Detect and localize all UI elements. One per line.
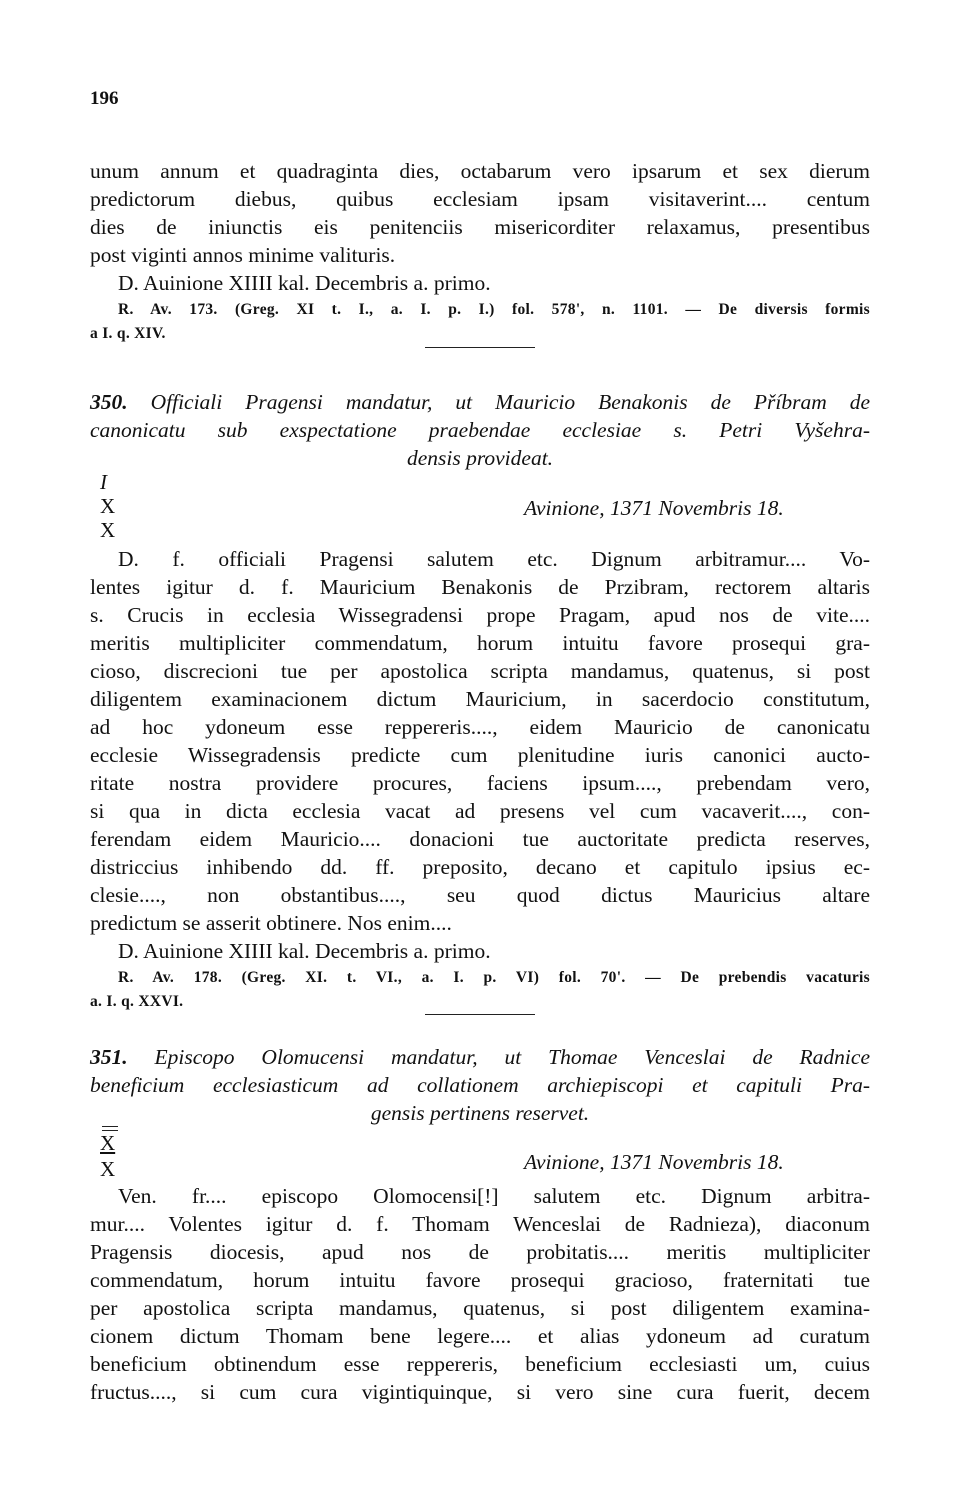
text-line: cioso, discrecioni tue per apostolica scripta mandamus, quatenus, si post bbox=[90, 659, 870, 683]
text-line: clesie...., non obstantibus...., seu quod dictus Mauricius altare bbox=[90, 883, 870, 907]
volume-mark: X bbox=[100, 494, 116, 518]
regest-title: 350. Officiali Pragensi mandatur, ut Mauricio Benakonis de Příbram de bbox=[90, 390, 870, 414]
text-line: diligentem examinacionem dictum Mauricium, in sacerdocio constitutum, bbox=[90, 687, 870, 711]
register-reference: R. Av. 173. (Greg. XI t. I., a. I. p. I.) fol. 578', n. 1101. — De diversis formis bbox=[118, 301, 870, 318]
volume-mark: X bbox=[100, 1157, 116, 1181]
section-rule bbox=[425, 347, 535, 348]
text-line: s. Crucis in ecclesia Wissegradensi prope Pragam, apud nos de vite.... bbox=[90, 603, 870, 627]
volume-mark: I bbox=[100, 470, 107, 494]
text-line: per apostolica scripta mandamus, quatenus, si post diligentem examina- bbox=[90, 1296, 870, 1320]
page-number: 196 bbox=[90, 88, 119, 109]
volume-mark: X bbox=[100, 518, 116, 542]
text-line: meritis multipliciter commendatum, horum intuitu favore prosequi gra- bbox=[90, 631, 870, 655]
text-line: D. f. officiali Pragensi salutem etc. Dignum arbitramur.... Vo- bbox=[118, 547, 870, 571]
text-line: mur.... Volentes igitur d. f. Thomam Wenceslai de Radnieza), diaconum bbox=[90, 1212, 870, 1236]
dating-line: D. Auinione XIIII kal. Decembris a. primo. bbox=[118, 939, 491, 963]
text-line: districcius inhibendo dd. ff. preposito, decano et capitulo ipsius ec- bbox=[90, 855, 870, 879]
text-line: Ven. fr.... episcopo Olomocensi[!] salutem etc. Dignum arbitra- bbox=[118, 1184, 870, 1208]
text-line: unum annum et quadraginta dies, octabarum vero ipsarum et sex dierum bbox=[90, 159, 870, 183]
overline-mark bbox=[102, 1126, 118, 1127]
register-reference: R. Av. 178. (Greg. XI. t. VI., a. I. p. VI) fol. 70'. — De prebendis vacaturis bbox=[118, 969, 870, 986]
text-line: ferendam eidem Mauricio.... donacioni tue auctoritate predicta reserves, bbox=[90, 827, 870, 851]
register-reference: a. I. q. XXVI. bbox=[90, 993, 184, 1010]
place-date: Avinione, 1371 Novembris 18. bbox=[524, 1150, 784, 1174]
text-line: predictum se asserit obtinere. Nos enim.... bbox=[90, 911, 452, 935]
regest-title: gensis pertinens reservet. bbox=[370, 1101, 590, 1125]
section-rule bbox=[425, 1014, 535, 1015]
text-line: lentes igitur d. f. Mauricium Benakonis de Przibram, rectorem altaris bbox=[90, 575, 870, 599]
text-line: commendatum, horum intuitu favore prosequi gracioso, fraternitati tue bbox=[90, 1268, 870, 1292]
place-date: Avinione, 1371 Novembris 18. bbox=[524, 496, 784, 520]
volume-mark: X bbox=[100, 1131, 116, 1155]
document-number: 351. bbox=[90, 1045, 128, 1069]
regest-title: canonicatu sub exspectatione praebendae ecclesiae s. Petri Vyšehra- bbox=[90, 418, 870, 442]
regest-title: 351. Episcopo Olomucensi mandatur, ut Thomae Venceslai de Radnice bbox=[90, 1045, 870, 1069]
text-line: cionem dictum Thomam bene legere.... et alias ydoneum ad curatum bbox=[90, 1324, 870, 1348]
regest-title: densis provideat. bbox=[406, 446, 554, 470]
regest-title: beneficium ecclesiasticum ad collationem archiepiscopi et capituli Pra- bbox=[90, 1073, 870, 1097]
text-line: beneficium obtinendum esse reppereris, beneficium ecclesiasti um, cuius bbox=[90, 1352, 870, 1376]
text-line: post viginti annos minime valituris. bbox=[90, 243, 396, 267]
text-line: dies de iniunctis eis penitenciis misericorditer relaxamus, presentibus bbox=[90, 215, 870, 239]
text-line: predictorum diebus, quibus ecclesiam ipsam visitaverint.... centum bbox=[90, 187, 870, 211]
document-number: 350. bbox=[90, 390, 128, 414]
dating-line: D. Auinione XIIII kal. Decembris a. primo. bbox=[118, 271, 491, 295]
text-line: ad hoc ydoneum esse reppereris...., eidem Mauricio de canonicatu bbox=[90, 715, 870, 739]
register-reference: a I. q. XIV. bbox=[90, 325, 166, 342]
text-line: ritate nostra providere procures, faciens ipsum...., prebendam vero, bbox=[90, 771, 870, 795]
text-line: si qua in dicta ecclesia vacat ad presens vel cum vacaverit...., con- bbox=[90, 799, 870, 823]
text-line: fructus...., si cum cura vigintiquinque, si vero sine cura fuerit, decem bbox=[90, 1380, 870, 1404]
text-line: Pragensis diocesis, apud nos de probitatis.... meritis multipliciter bbox=[90, 1240, 870, 1264]
text-line: ecclesie Wissegradensis predicte cum plenitudine iuris canonici aucto- bbox=[90, 743, 870, 767]
